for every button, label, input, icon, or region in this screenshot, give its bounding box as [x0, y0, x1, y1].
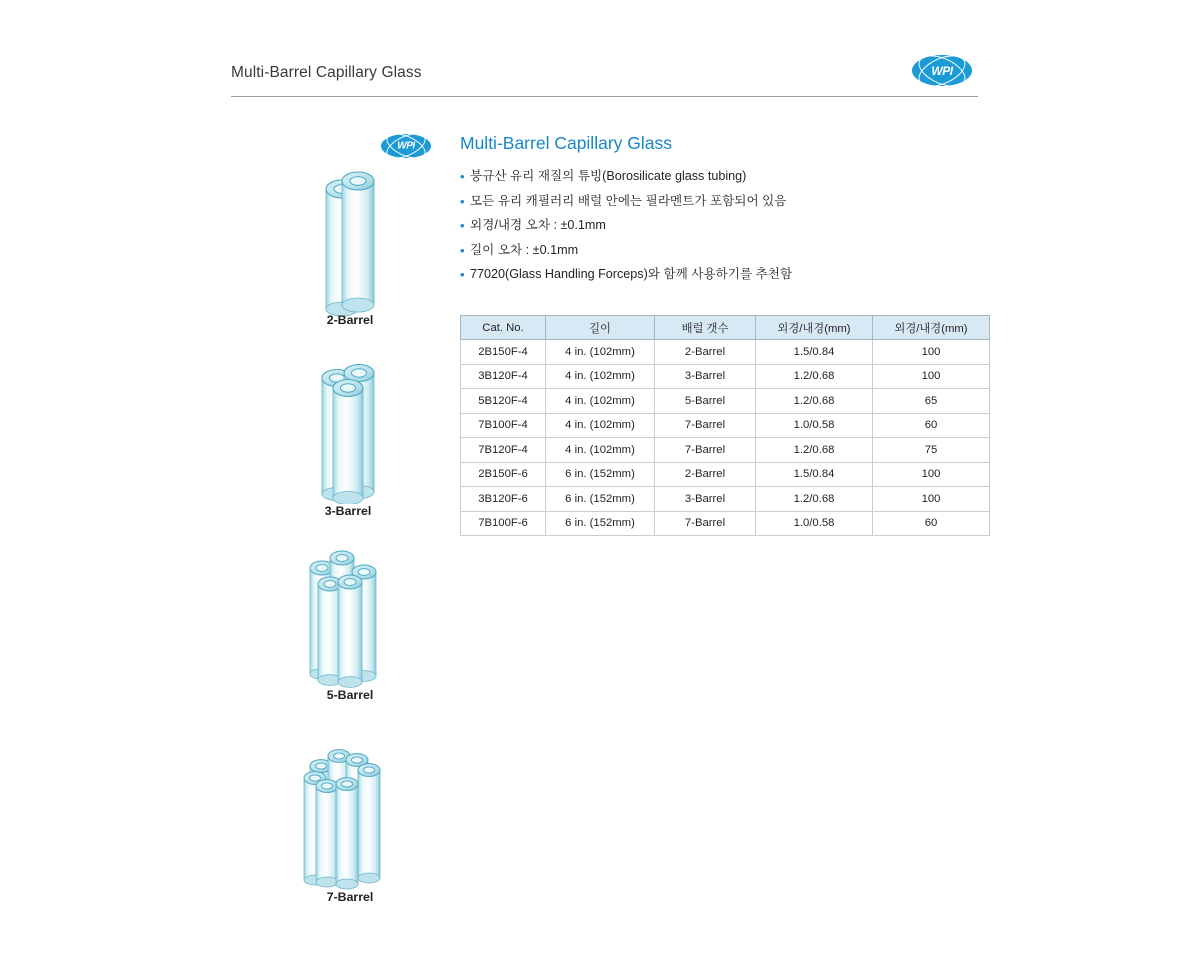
cell-cat-no: 5B120F-4	[461, 389, 546, 414]
cell-od-id: 1.2/0.68	[756, 438, 873, 463]
list-item	[460, 217, 960, 234]
cell-barrel: 7-Barrel	[655, 413, 756, 438]
table-row	[461, 340, 990, 365]
cell-value: 100	[873, 340, 990, 365]
cell-barrel: 2-Barrel	[655, 462, 756, 487]
bullet-dot-icon: •	[460, 193, 465, 209]
column-header-barrel-count: 배럴 갯수	[655, 316, 756, 340]
cell-cat-no: 2B150F-6	[461, 462, 546, 487]
table-row	[461, 487, 990, 512]
cell-cat-no: 7B100F-6	[461, 511, 546, 536]
bullet-dot-icon: •	[460, 242, 465, 258]
cell-od-id: 1.2/0.68	[756, 389, 873, 414]
cell-cat-no: 3B120F-6	[461, 487, 546, 512]
cell-od-id: 1.5/0.84	[756, 462, 873, 487]
bullet-dot-icon: •	[460, 267, 465, 282]
cell-cat-no: 2B150F-4	[461, 340, 546, 365]
list-item-label: 모든 유리 캐필러리 배럴 안에는 필라멘트가 포함되어 있음	[470, 193, 787, 208]
figure-caption-3-barrel: 3-Barrel	[324, 504, 372, 518]
feature-bullet-list	[460, 168, 960, 291]
section-title: Multi-Barrel Capillary Glass	[460, 133, 672, 153]
cell-barrel: 7-Barrel	[655, 438, 756, 463]
cell-value: 100	[873, 364, 990, 389]
table-row	[461, 389, 990, 414]
glass-tube-illustration-3-barrel	[278, 352, 418, 504]
cell-length: 6 in. (152mm)	[546, 511, 655, 536]
figure-caption-7-barrel: 7-Barrel	[326, 890, 374, 904]
table-header-row	[461, 316, 990, 340]
cell-od-id: 1.0/0.58	[756, 413, 873, 438]
cell-od-id: 1.2/0.68	[756, 364, 873, 389]
column-header-length: 길이	[546, 316, 655, 340]
cell-value: 100	[873, 462, 990, 487]
figure-caption-5-barrel: 5-Barrel	[326, 688, 374, 702]
page-title: Multi-Barrel Capillary Glass	[231, 64, 422, 81]
table-row	[461, 462, 990, 487]
list-item-label: 77020(Glass Handling Forceps)와 함께 사용하기를 추천함	[470, 267, 793, 281]
figure-caption-2-barrel: 2-Barrel	[326, 313, 374, 327]
cell-length: 4 in. (102mm)	[546, 413, 655, 438]
figure-5-barrel	[280, 538, 420, 708]
cell-length: 4 in. (102mm)	[546, 389, 655, 414]
cell-barrel: 2-Barrel	[655, 340, 756, 365]
cell-cat-no: 7B120F-4	[461, 438, 546, 463]
list-item	[460, 193, 960, 210]
cell-barrel: 5-Barrel	[655, 389, 756, 414]
cell-value: 65	[873, 389, 990, 414]
list-item	[460, 242, 960, 259]
cell-od-id: 1.0/0.58	[756, 511, 873, 536]
cell-length: 6 in. (152mm)	[546, 487, 655, 512]
page-header	[231, 55, 978, 97]
column-header-od-id: 외경/내경(mm)	[756, 316, 873, 340]
header-logo-text: WPI	[931, 63, 953, 78]
list-item-label: 붕규산 유리 재질의 튜빙(Borosilicate glass tubing)	[470, 169, 747, 183]
cell-value: 75	[873, 438, 990, 463]
bullet-dot-icon: •	[460, 218, 465, 233]
cell-length: 4 in. (102mm)	[546, 364, 655, 389]
table-row	[461, 511, 990, 536]
cell-barrel: 3-Barrel	[655, 364, 756, 389]
cell-cat-no: 7B100F-4	[461, 413, 546, 438]
cell-value: 60	[873, 511, 990, 536]
table-row	[461, 413, 990, 438]
cell-cat-no: 3B120F-4	[461, 364, 546, 389]
list-item	[460, 266, 960, 283]
cell-length: 4 in. (102mm)	[546, 340, 655, 365]
list-item-label: 외경/내경 오차 : ±0.1mm	[470, 218, 606, 232]
list-item	[460, 168, 960, 185]
bullet-dot-icon: •	[460, 169, 465, 184]
table-body	[461, 340, 990, 536]
cell-barrel: 3-Barrel	[655, 487, 756, 512]
figure-3-barrel	[278, 352, 418, 522]
list-item-label: 길이 오차 : ±0.1mm	[470, 242, 579, 257]
column-header-od-id-2: 외경/내경(mm)	[873, 316, 990, 340]
figure-2-barrel	[280, 165, 420, 335]
content-logo-text: WPI	[397, 140, 415, 152]
glass-tube-illustration-5-barrel	[280, 538, 420, 690]
table-row	[461, 438, 990, 463]
cell-length: 4 in. (102mm)	[546, 438, 655, 463]
figure-7-barrel	[280, 730, 420, 918]
cell-length: 6 in. (152mm)	[546, 462, 655, 487]
column-header-cat-no: Cat. No.	[461, 316, 546, 340]
table-row	[461, 364, 990, 389]
cell-value: 60	[873, 413, 990, 438]
glass-tube-illustration-7-barrel	[280, 730, 420, 892]
specification-table	[460, 315, 990, 536]
cell-value: 100	[873, 487, 990, 512]
content-wpi-logo-icon	[381, 134, 433, 158]
cell-barrel: 7-Barrel	[655, 511, 756, 536]
cell-od-id: 1.2/0.68	[756, 487, 873, 512]
header-wpi-logo-icon	[912, 55, 978, 86]
glass-tube-illustration-2-barrel	[280, 165, 420, 317]
cell-od-id: 1.5/0.84	[756, 340, 873, 365]
